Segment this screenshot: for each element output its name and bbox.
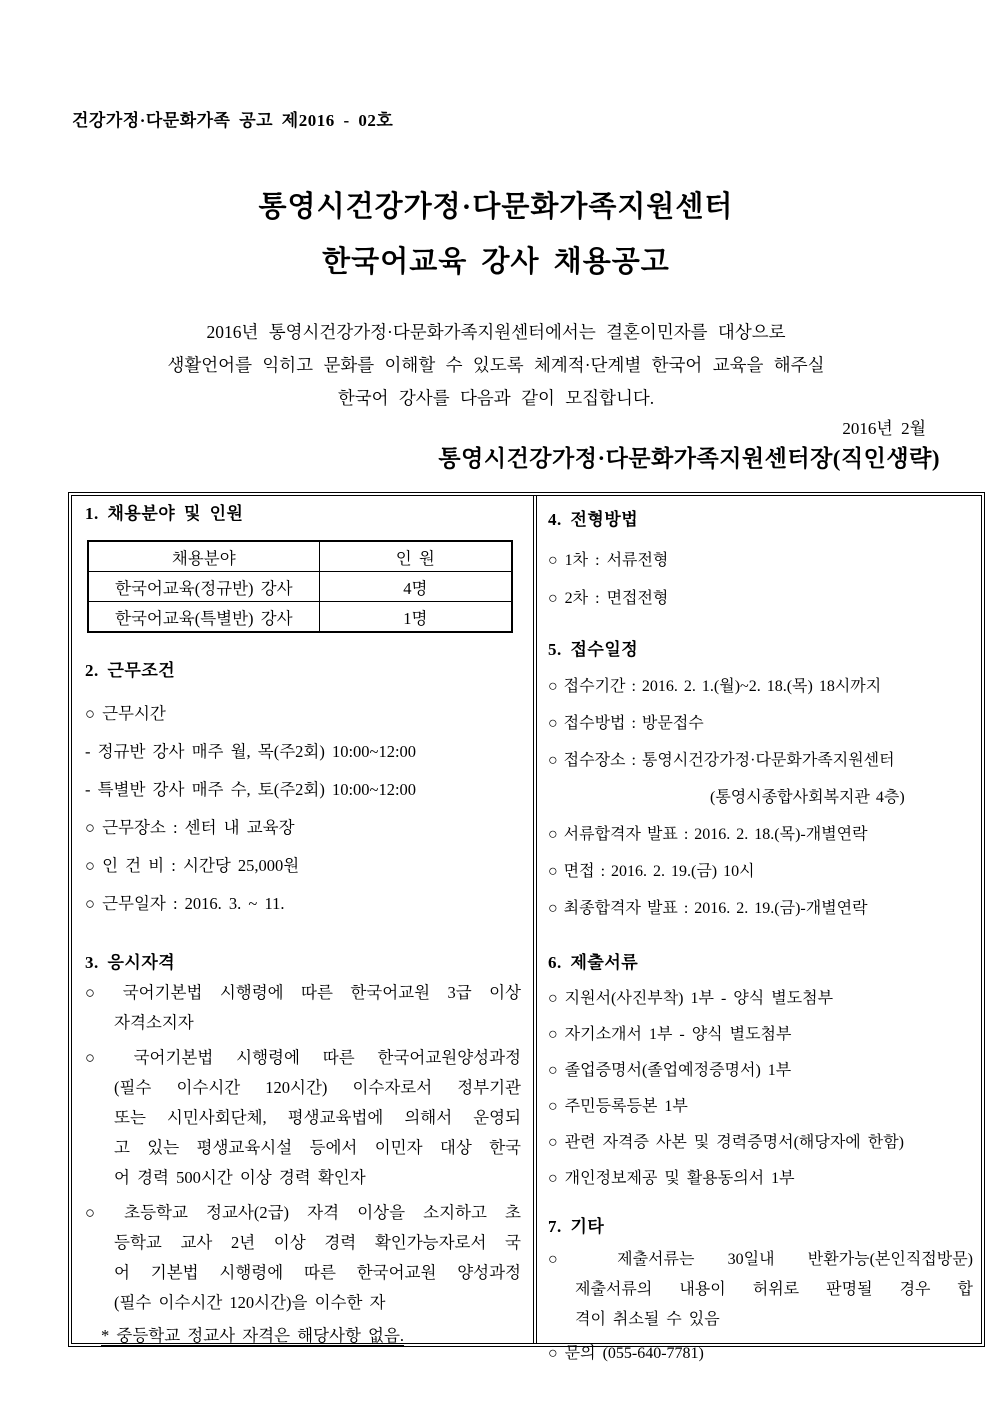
body-line: ○ 개인정보제공 및 활용동의서 1부 (548, 1170, 795, 1187)
body-line: 고 있는 평생교육시설 등에서 이민자 대상 한국 (114, 1138, 521, 1157)
body-line: ○ 접수방법 : 방문접수 (548, 715, 704, 732)
table-row (88, 602, 512, 633)
exclusion-note: * 중등학교 정교사 자격은 해당사항 없음. (101, 1326, 405, 1345)
contact-phone: ○ 문의 (055-640-7781) (548, 1345, 704, 1362)
body-line: 또는 시민사회단체, 평생교육법에 의해서 운영되 (114, 1108, 521, 1127)
body-line: 어 경력 500시간 이상 경력 확인자 (114, 1168, 366, 1187)
body-line: ○ 초등학교 정교사(2급) 자격 이상을 소지하고 초 (85, 1203, 521, 1222)
body-line: ○ 접수기간 : 2016. 2. 1.(월)~2. 18.(목) 18시까지 (548, 678, 882, 695)
table-row (88, 572, 512, 602)
body-line: ○ 주민등록등본 1부 (548, 1098, 688, 1115)
body-line: (필수 이수시간 120시간)을 이수한 자 (114, 1293, 386, 1312)
body-line: ○ 최종합격자 발표 : 2016. 2. 19.(금)-개별연락 (548, 900, 868, 917)
body-line: ○ 국어기본법 시행령에 따른 한국어교원양성과정 (85, 1048, 521, 1067)
body-line: (필수 이수시간 120시간) 이수자로서 정부기관 (114, 1078, 521, 1097)
qualification-item (85, 978, 521, 1038)
body-line: ○ 접수장소 : 통영시건강가정·다문화가족지원센터 (548, 752, 895, 769)
section-2-heading: 2. 근무조건 (85, 661, 176, 680)
document-title (0, 180, 992, 290)
body-line: ○ 2차 : 면접전형 (548, 590, 669, 607)
col-header-field: 채용분야 (88, 541, 319, 572)
section-6-heading: 6. 제출서류 (548, 953, 639, 972)
section-2-body (85, 695, 521, 923)
body-line: ○ 근무장소 : 센터 내 교육장 (85, 818, 295, 837)
body-line: 제출서류의 내용이 허위로 판명될 경우 합 (575, 1281, 973, 1298)
doc-number: 건강가정·다문화가족 공고 제2016 - 02호 (72, 111, 394, 130)
body-line: ○ 1차 : 서류전형 (548, 552, 669, 569)
section-7-heading: 7. 기타 (548, 1217, 605, 1236)
body-line: ○ 관련 자격증 사본 및 경력증명서(해당자에 한함) (548, 1134, 904, 1151)
body-line: ○ 제출서류는 30일내 반환가능(본인직접방문) (548, 1251, 973, 1268)
recruit-table (87, 540, 513, 633)
etc-item (548, 1245, 973, 1335)
section-4-heading: 4. 전형방법 (548, 510, 639, 529)
body-line: 자격소지자 (114, 1013, 194, 1032)
qualification-item (85, 1198, 521, 1318)
body-line: ○ 자기소개서 1부 - 양식 별도첨부 (548, 1026, 792, 1043)
left-column (72, 496, 533, 1343)
body-line: - 특별반 강사 매주 수, 토(주2회) 10:00~12:00 (85, 780, 417, 799)
signer: 통영시건강가정·다문화가족지원센터장(직인생략) (438, 446, 940, 471)
cell-field: 한국어교육(정규반) 강사 (88, 572, 319, 602)
body-line: ○ 근무일자 : 2016. 3. ~ 11. (85, 894, 285, 913)
body-line: 격이 취소될 수 있음 (575, 1311, 720, 1328)
intro-line: 한국어 강사를 다음과 같이 모집합니다. (337, 388, 655, 408)
title-line-2: 한국어교육 강사 채용공고 (322, 246, 670, 278)
body-line: 어 기본법 시행령에 따른 한국어교원 양성과정 (114, 1263, 521, 1282)
intro-line: 생활언어를 익히고 문화를 이해할 수 있도록 체계적·단계별 한국어 교육을 해주실 (167, 355, 825, 375)
section-5-heading: 5. 접수일정 (548, 640, 639, 659)
intro-line: 2016년 통영시건강가정·다문화가족지원센터에서는 결혼이민자를 대상으로 (206, 322, 786, 342)
section-5-body (548, 668, 973, 927)
body-line: (통영시종합사회복지관 4층) (710, 789, 905, 806)
issue-date: 2016년 2월 (842, 419, 926, 438)
body-line: ○ 근무시간 (85, 704, 166, 723)
col-header-count: 인 원 (319, 541, 512, 572)
body-line: ○ 국어기본법 시행령에 따른 한국어교원 3급 이상 (85, 983, 521, 1002)
intro-paragraph (0, 316, 992, 415)
content-box (68, 492, 985, 1362)
right-column (533, 496, 981, 1362)
body-line: - 정규반 강사 매주 월, 목(주2회) 10:00~12:00 (85, 742, 417, 761)
cell-field: 한국어교육(특별반) 강사 (88, 602, 319, 633)
cell-count: 4명 (319, 572, 512, 602)
section-1-heading: 1. 채용분야 및 인원 (85, 504, 244, 523)
body-line: ○ 지원서(사진부착) 1부 - 양식 별도첨부 (548, 990, 834, 1007)
body-line: 등학교 교사 2년 이상 경력 확인가능자로서 국 (114, 1233, 521, 1252)
body-line: ○ 서류합격자 발표 : 2016. 2. 18.(목)-개별연락 (548, 826, 868, 843)
section-3-heading: 3. 응시자격 (85, 953, 176, 972)
section-6-body (548, 981, 973, 1197)
body-line: ○ 면접 : 2016. 2. 19.(금) 10시 (548, 863, 755, 880)
body-line: ○ 인 건 비 : 시간당 25,000원 (85, 856, 300, 875)
cell-count: 1명 (319, 602, 512, 633)
qualification-item (85, 1043, 521, 1193)
table-header-row (88, 541, 512, 572)
title-line-1: 통영시건강가정·다문화가족지원센터 (258, 191, 734, 223)
section-4-body (548, 542, 973, 618)
body-line: ○ 졸업증명서(졸업예정증명서) 1부 (548, 1062, 792, 1079)
